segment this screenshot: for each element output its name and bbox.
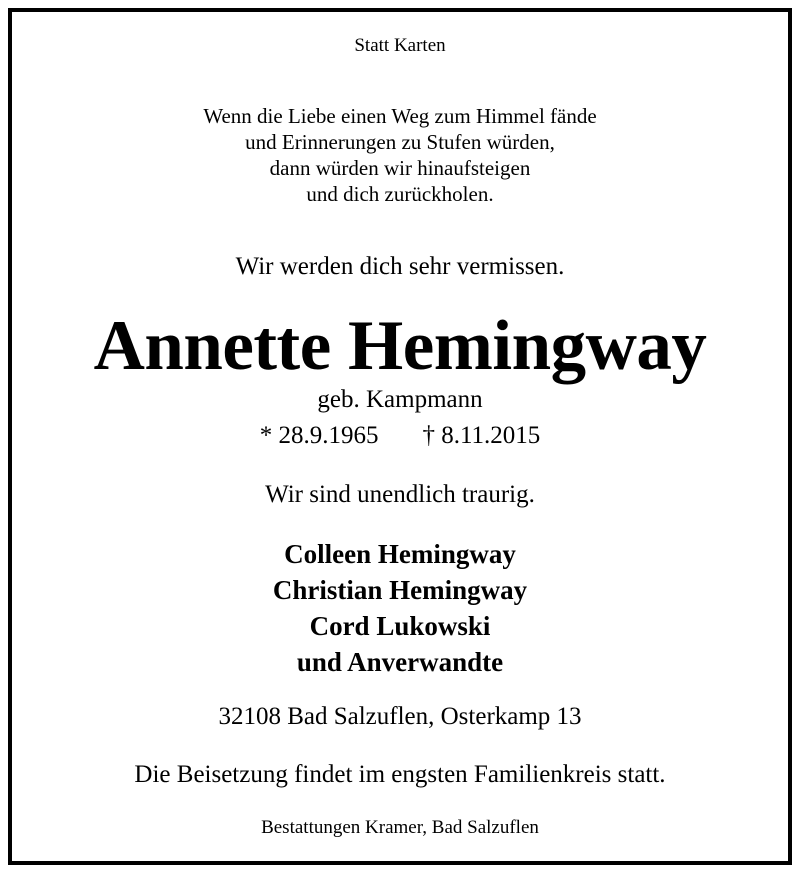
poem-block xyxy=(0,103,800,207)
life-dates xyxy=(0,423,800,448)
header-statt-karten: Statt Karten xyxy=(354,35,446,56)
mourner-name: Colleen Hemingway xyxy=(284,539,516,569)
poem-line: dann würden wir hinaufsteigen xyxy=(269,156,531,180)
poem-line: Wenn die Liebe einen Weg zum Himmel fände xyxy=(203,104,597,128)
poem-line: und Erinnerungen zu Stufen würden, xyxy=(245,130,555,154)
poem-line: und dich zurückholen. xyxy=(306,182,494,206)
funeral-note: Die Beisetzung findet im engsten Familienkreis statt. xyxy=(134,761,666,788)
mourner-name: und Anverwandte xyxy=(296,647,504,677)
sorrow-line: Wir sind unendlich traurig. xyxy=(265,481,535,508)
deceased-name: Annette Hemingway xyxy=(93,307,707,385)
address: 32108 Bad Salzuflen, Osterkamp 13 xyxy=(218,703,582,730)
undertaker: Bestattungen Kramer, Bad Salzuflen xyxy=(261,817,539,838)
birth-date: * 28.9.1965 xyxy=(259,422,379,449)
miss-line: Wir werden dich sehr vermissen. xyxy=(235,253,565,280)
mourner-name: Christian Hemingway xyxy=(272,575,528,605)
mourner-name: Cord Lukowski xyxy=(309,611,491,641)
death-date: † 8.11.2015 xyxy=(422,422,541,449)
maiden-name: geb. Kampmann xyxy=(317,386,483,413)
mourners-block xyxy=(0,536,800,680)
